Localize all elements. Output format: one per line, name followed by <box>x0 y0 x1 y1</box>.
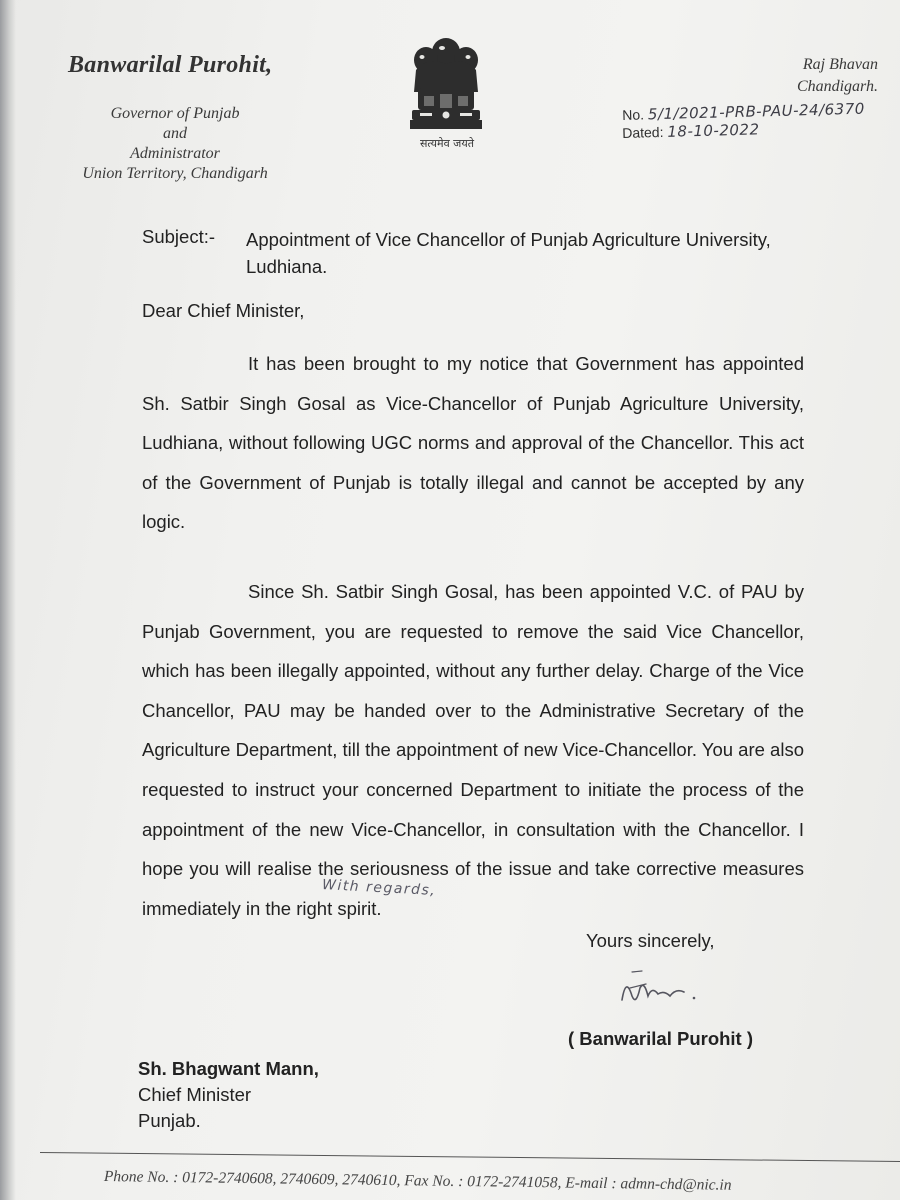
recipient-block <box>138 1056 319 1134</box>
salutation: Dear Chief Minister, <box>142 300 305 321</box>
designation-line: and <box>163 125 187 142</box>
designation-line: Governor of Punjab <box>110 105 240 122</box>
sender-name: Banwarilal Purohit, <box>68 52 273 78</box>
address-line: Chandigarh. <box>796 78 878 95</box>
footer-contact: Phone No. : 0172-2740608, 2740609, 2740610, Fax No. : 0172-2741058, E-mail : admn-chd@nic.in <box>103 1168 732 1194</box>
reference-label: No. <box>622 106 645 123</box>
date-label: Dated: <box>622 123 664 141</box>
emblem-motto: सत्यमेव जयते <box>419 137 474 150</box>
signatory-name: ( Banwarilal Purohit ) <box>568 1028 754 1049</box>
date-value: 18-10-2022 <box>667 120 760 141</box>
footer-divider <box>40 1152 900 1162</box>
sender-designation <box>60 104 290 184</box>
recipient-place: Punjab. <box>138 1110 201 1131</box>
address-line: Raj Bhavan <box>802 56 878 73</box>
designation-line: Administrator <box>130 145 220 162</box>
recipient-title: Chief Minister <box>138 1084 252 1105</box>
designation-line: Union Territory, Chandigarh <box>82 165 268 182</box>
sender-address <box>738 54 878 98</box>
body-paragraph: Since Sh. Satbir Singh Gosal, has been appointed V.C. of PAU by Punjab Government, you are requested to remove the said Vice Chancellor, which has been illegally appointed, without any further delay. Charge of the Vice Chancellor, PAU may be handed over to the Administrative Secretary of the Agriculture Department, till the appointment of new Vice-Chancellor. You are also requested to instruct your concerned Department to initiate the process of the appointment of the new Vice-Chancellor, in consultation with the Chancellor. I hope you will realise the seriousness of the issue and take corrective measures immediately in the right spirit. <box>142 581 804 919</box>
subject-label: Subject:- <box>142 226 216 247</box>
recipient-name: Sh. Bhagwant Mann, <box>138 1058 319 1079</box>
letter-date <box>622 120 760 142</box>
body-paragraph: It has been brought to my notice that Government has appointed Sh. Satbir Singh Gosal as Vice-Chancellor of Punjab Agriculture University, Ludhiana, without following UGC norms and approval of the Chancellor. This act of the Government of Punjab is totally illegal and cannot be accepted by any logic. <box>142 353 804 533</box>
national-emblem-icon <box>398 30 494 152</box>
subject-text: Appointment of Vice Chancellor of Punjab Agriculture University, Ludhiana. <box>246 229 771 277</box>
handwritten-note: With regards, <box>321 877 437 899</box>
reference-value: 5/1/2021-PRB-PAU-24/6370 <box>647 99 866 124</box>
closing: Yours sincerely, <box>586 930 715 951</box>
paper-edge <box>0 0 16 1200</box>
signature-icon <box>612 966 722 1012</box>
